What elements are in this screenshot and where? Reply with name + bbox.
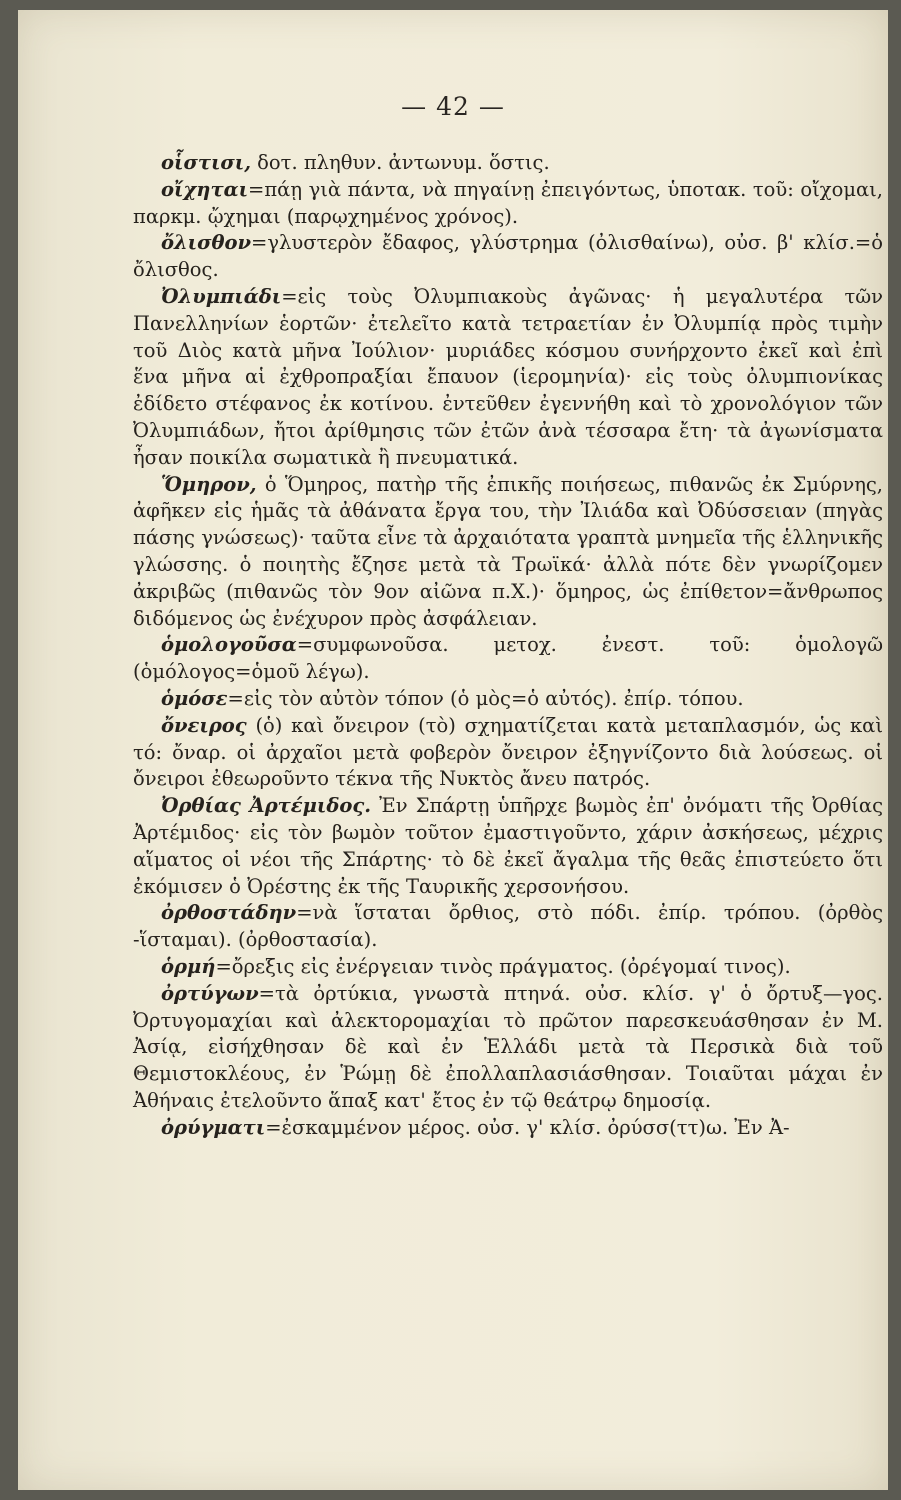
glossary-entry [133,284,883,472]
entry-headword: ὁμολογοῦσα [161,633,297,657]
glossary-entry [133,954,883,981]
entry-definition: (ὁ) καὶ ὄνειρον (τὸ) σχηματίζεται κατὰ μεταπλασμόν, ὡς καὶ τό: ὄναρ. οἱ ἀρχαῖοι μετὰ φοβερὸν ὄνειρον ἐξηγνίζοντο διὰ λούσεως. οἱ ὄνειροι ἐθεωροῦντο τέκνα τῆς Νυκτὸς ἄνευ πατρός. [133,713,883,791]
entry-headword: Ὅμηρον, [161,472,257,496]
entry-definition: =νὰ ἵσταται ὄρθιος, στὸ πόδι. ἐπίρ. τρόπου. (ὀρθὸς -ἵσταμαι). (ὀρθοστασία). [133,901,883,952]
entry-definition: Ἐν Σπάρτῃ ὑπῆρχε βωμὸς ἐπ' ὀνόματι τῆς Ὀρθίας Ἀρτέμιδος· εἰς τὸν βωμὸν τοῦτον ἐμαστιγοῦντο, χάριν ἀσκήσεως, μέχρις αἵματος οἱ νέοι τῆς Σπάρτης· τὸ δὲ ἐκεῖ ἄγαλμα τῆς θεᾶς ἐπιστεύετο ὅτι ἐκόμισεν ὁ Ὀρέστης ἐκ τῆς Ταυρικῆς χερσονήσου. [133,794,884,898]
glossary-entry [133,150,883,177]
entry-definition: =ὄρεξις εἰς ἐνέργειαν τινὸς πράγματος. (ὀρέγομαί τινος). [215,954,791,978]
entry-definition: =τὰ ὀρτύκια, γνωστὰ πτηνά. οὐσ. κλίσ. γ' ὁ ὄρτυξ—γος. Ὀρτυγομαχίαι καὶ ἀλεκτορομαχίαι τὸ πρῶτον παρεσκευάσθησαν ἐν Μ. Ἀσίᾳ, εἰσήχθησαν δὲ καὶ ἐν Ἑλλάδι μετὰ τὰ Περσικὰ διὰ τοῦ Θεμιστοκλέους, ἐν Ῥώμῃ δὲ ἐπολλαπλασιάσθησαν. Τοιαῦται μάχαι ἐν Ἀθήναις ἐτελοῦντο ἅπαξ κατ' ἔτος ἐν τῷ θεάτρῳ δημοσίᾳ. [133,981,883,1112]
entry-headword: οἴχηται [161,177,249,201]
entry-headword: ὁμόσε [161,686,228,710]
page-number: — 42 — [401,92,505,121]
entry-definition: ὁ Ὅμηρος, πατὴρ τῆς ἐπικῆς ποιήσεως, πιθανῶς ἐκ Σμύρνης, ἀφῆκεν εἰς ἡμᾶς τὰ ἀθάνατα ἔργα του, τὴν Ἰλιάδα καὶ Ὀδύσσειαν (πηγὰς πάσης γνώσεως)· ταῦτα εἶνε τὰ ἀρχαιότατα γραπτὰ μνημεῖα τῆς ἑλληνικῆς γλώσσης. ὁ ποιητὴς ἔζησε μετὰ τὰ Τρωϊκά· ἀλλὰ πότε δὲν γνωρίζομεν ἀκριβῶς (πιθανῶς τὸν 9ον αἰῶνα π.Χ.)· ὅμηρος, ὡς ἐπίθετον=ἄνθρωπος διδόμενος ὡς ἐνέχυρον πρὸς ἀσφάλειαν. [133,472,883,630]
glossary-entry [133,900,883,954]
glossary-entry [133,686,883,713]
entry-headword: Ὀλυμπιάδι [161,284,282,308]
entry-headword: οἷστισι, [161,151,251,174]
entry-definition: =ἐσκαμμένον μέρος. οὐσ. γ' κλίσ. ὀρύσσ(ττ)ω. Ἐν Ἀ- [265,1115,790,1139]
entry-headword: ὀρτύγων [161,981,259,1005]
glossary-entry [133,981,883,1115]
glossary-entry [133,713,883,793]
glossary-entry [133,472,883,633]
entry-headword: ὁρμή [161,954,216,978]
entry-definition: =εἰς τοὺς Ὀλυμπιακοὺς ἀγῶνας· ἡ μεγαλυτέρα τῶν Πανελληνίων ἑορτῶν· ἐτελεῖτο κατὰ τετραετίαν ἐν Ὀλυμπίᾳ πρὸς τιμὴν τοῦ Διὸς κατὰ μῆνα Ἰούλιον· μυριάδες κόσμου συνήρχοντο ἐκεῖ καὶ ἐπὶ ἕνα μῆνα αἱ ἐχθροπραξίαι ἔπαυον (ἱερομηνία)· εἰς τοὺς ὀλυμπιονίκας ἐδίδετο στέφανος ἐκ κοτίνου. ἐντεῦθεν ἐγεννήθη καὶ τὸ χρονολόγιον τῶν Ὀλυμπιάδων, ἤτοι ἀρίθμησις τῶν ἐτῶν ἀνὰ τέσσαρα ἔτη· τὰ ἀγωνίσματα ἦσαν ποικίλα σωματικὰ ἢ πνευματικά. [133,284,883,469]
glossary-entry [133,632,883,686]
entry-definition: =γλυστερὸν ἔδαφος, γλύστρημα (ὀλισθαίνω), οὐσ. β' κλίσ.=ὁ ὄλισθος. [133,231,883,282]
entry-headword: ὄνειρος [161,713,247,737]
entry-headword: Ὀρθίας Ἀρτέμιδος. [161,794,372,818]
entry-definition: =συμφωνοῦσα. μετοχ. ἐνεστ. τοῦ: ὁμολογῶ (ὁμόλογος=ὁμοῦ λέγω). [133,633,883,684]
entry-definition: δοτ. πληθυν. ἀντωνυμ. ὅστις. [250,151,550,174]
glossary-entry [133,230,883,284]
glossary-text [133,150,883,1141]
book-page [18,10,888,1490]
entry-headword: ὄλισθον [161,231,252,255]
glossary-entry [133,1115,883,1142]
entry-headword: ὀρθοστάδην [161,901,297,925]
glossary-entry [133,177,883,231]
glossary-entry [133,793,883,900]
entry-definition: =πάῃ γιὰ πάντα, νὰ πηγαίνῃ ἐπειγόντως, ὑποτακ. τοῦ: οἴχομαι, παρκμ. ᾤχημαι (παρῳχημένος χρόνος). [133,177,883,228]
entry-headword: ὀρύγματι [161,1115,266,1139]
entry-definition: =εἰς τὸν αὐτὸν τόπον (ὁ μὸς=ὁ αὐτός). ἐπίρ. τόπου. [227,686,744,710]
